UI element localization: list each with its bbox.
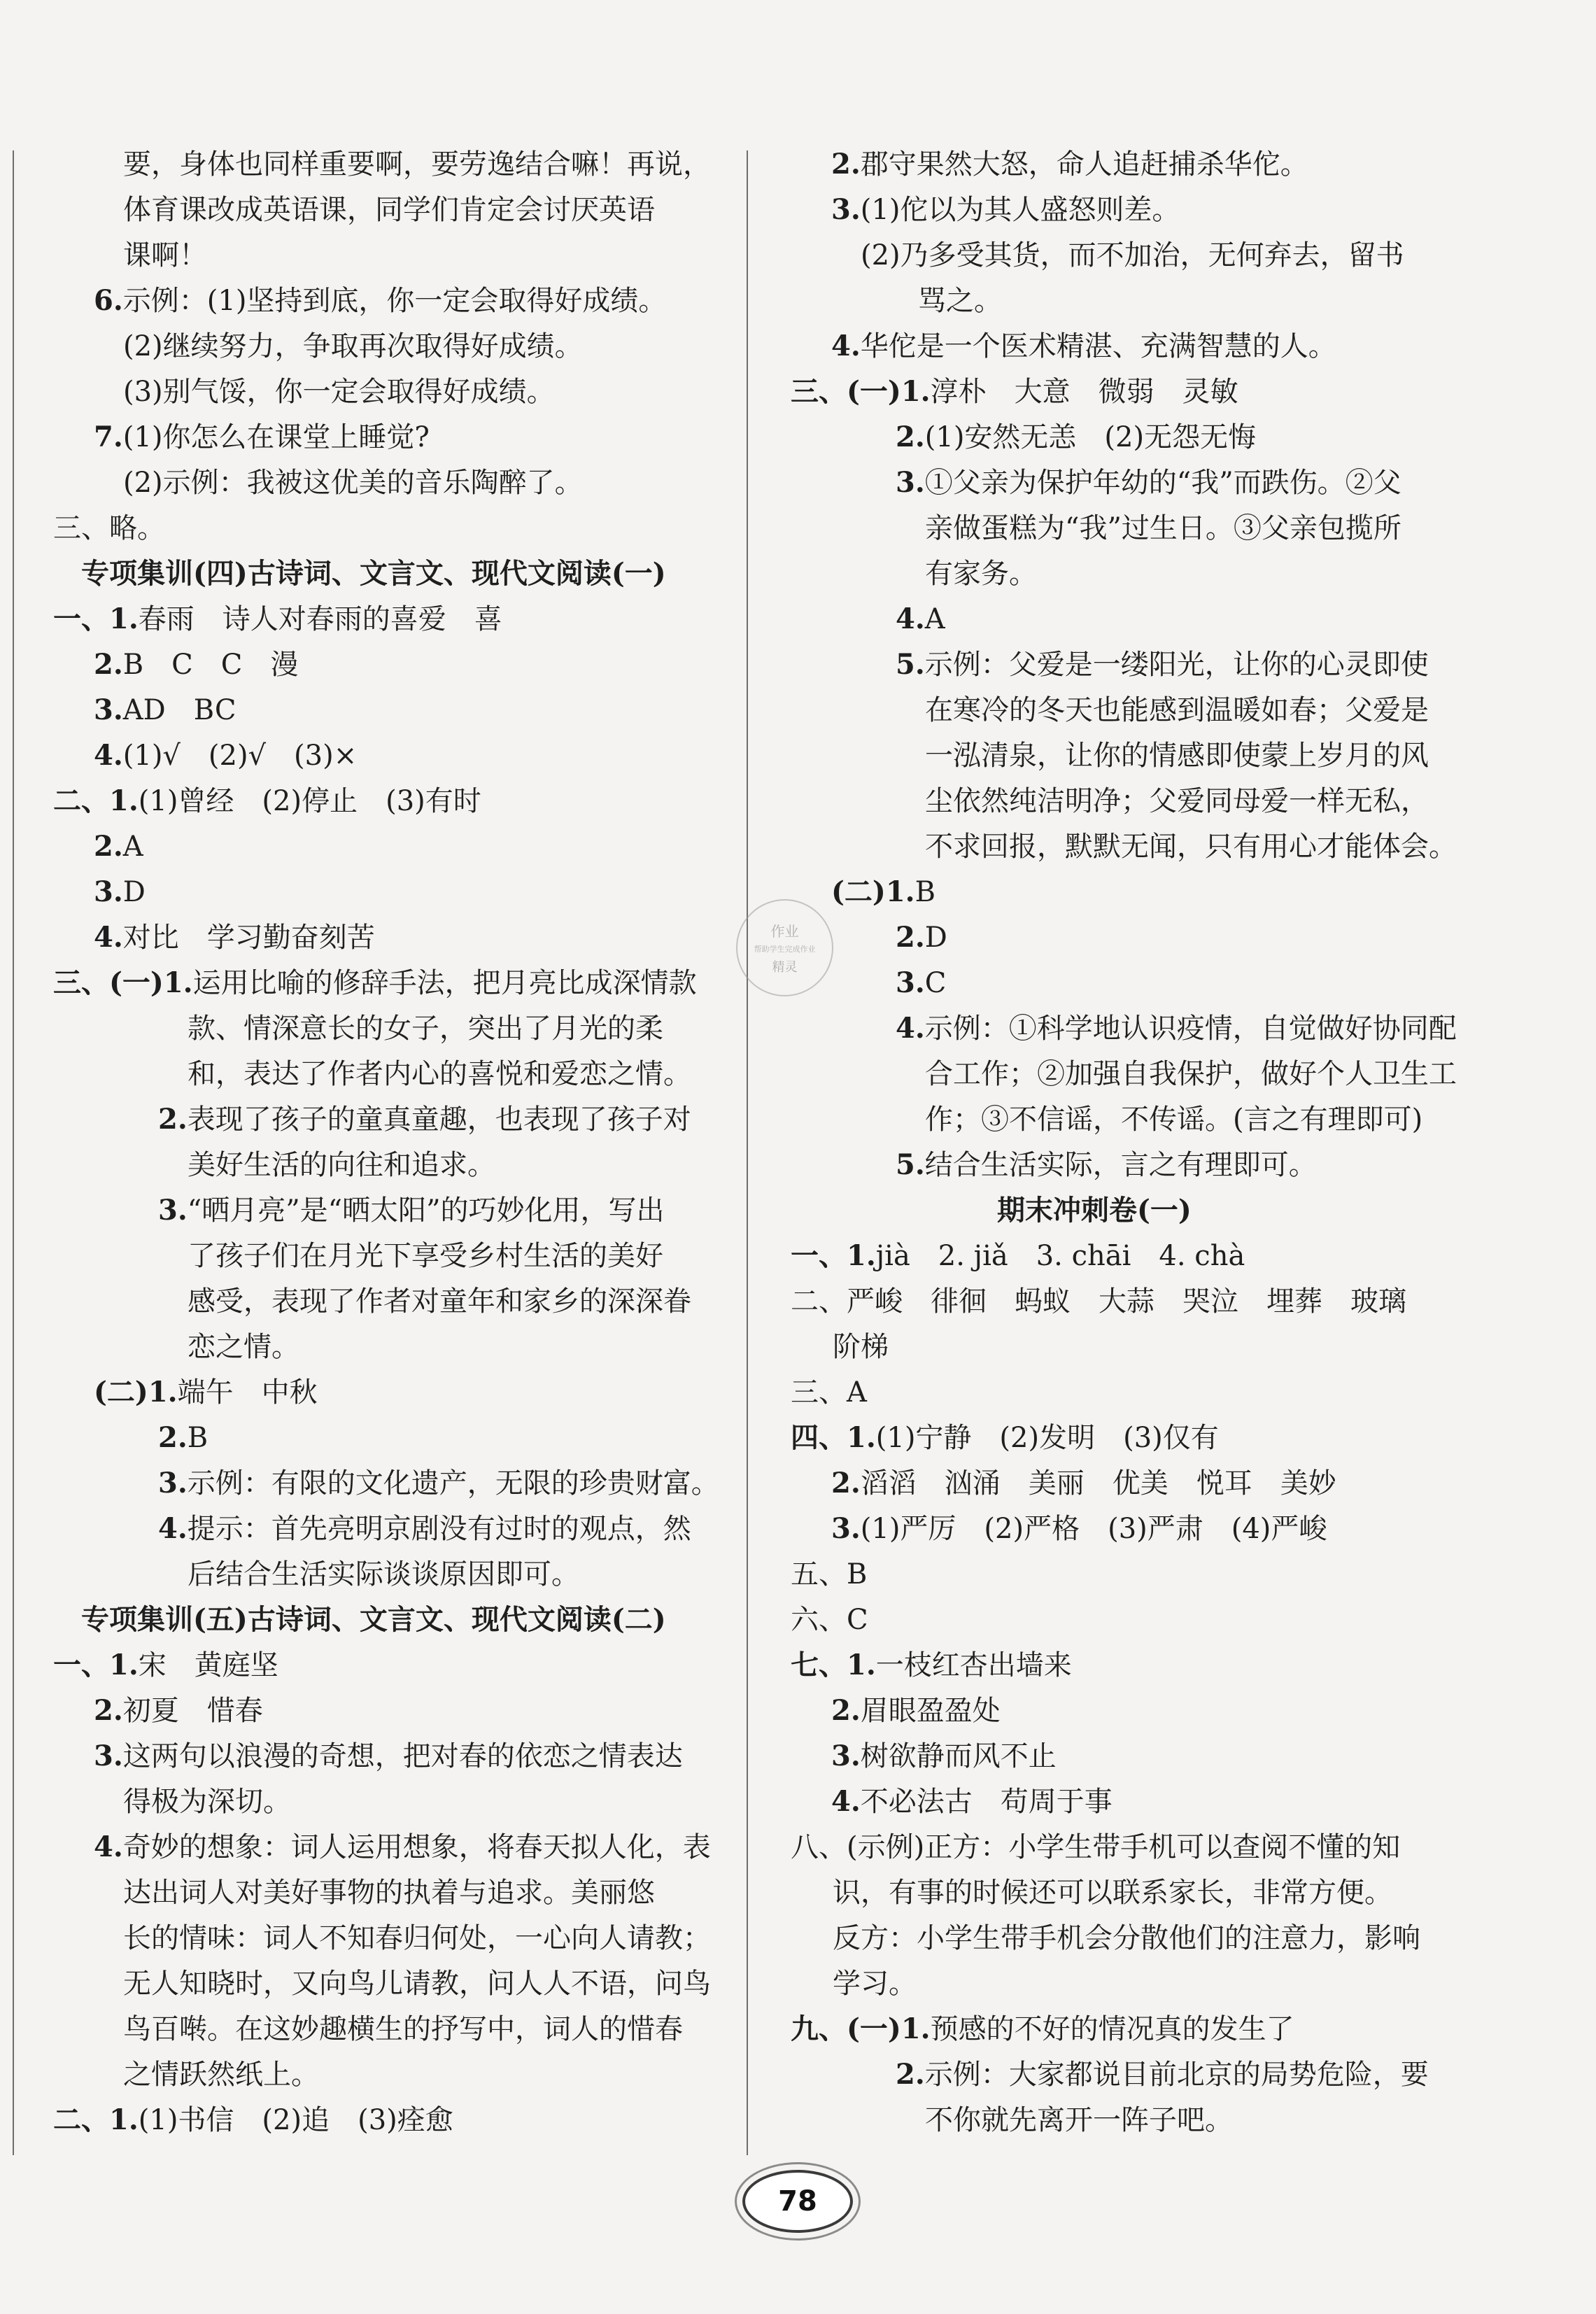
item-number: 3. xyxy=(94,875,123,908)
answer-text: 亲做蛋糕为“我”过生日。③父亲包揽所 xyxy=(925,512,1401,544)
item-number: 3. xyxy=(158,1194,188,1227)
answer-text: 体育课改成英语课，同学们肯定会讨厌英语 xyxy=(123,194,655,226)
answer-text: D xyxy=(924,922,947,954)
answer-text: 一枝红杏出墙来 xyxy=(875,1649,1072,1681)
answer-text: 运用比喻的修辞手法，把月亮比成深情款 xyxy=(192,967,697,999)
answer-line xyxy=(925,689,1429,731)
answer-line xyxy=(925,826,1457,868)
answer-text: 在寒冷的冬天也能感到温暖如春；父爱是 xyxy=(925,694,1429,726)
left-margin-rule xyxy=(13,150,14,2155)
answer-line xyxy=(861,234,1404,276)
answer-text: 后结合生活实际谈谈原因即可。 xyxy=(188,1558,579,1590)
answer-text: C xyxy=(924,967,947,999)
stamp-middle-text: 帮助学生完成作业 xyxy=(754,945,816,954)
stamp-bottom-text: 精灵 xyxy=(772,960,798,975)
answer-line xyxy=(94,871,146,913)
answer-line xyxy=(925,553,1037,595)
answer-text: 得极为深切。 xyxy=(123,1786,291,1818)
answer-line xyxy=(831,325,1336,367)
answer-line xyxy=(833,1326,889,1368)
answer-text: 专项集训(五)古诗词、文言文、现代文阅读(二) xyxy=(81,1603,666,1636)
item-number: 2. xyxy=(158,1421,188,1454)
answer-text: 阶梯 xyxy=(833,1331,889,1363)
answer-line xyxy=(53,2099,453,2141)
answer-line xyxy=(123,2054,319,2096)
answer-text: 不你就先离开一阵子吧。 xyxy=(925,2104,1233,2136)
item-number: 3. xyxy=(831,193,861,226)
answer-line xyxy=(833,1963,917,2005)
answer-line xyxy=(831,871,935,913)
item-number: 4. xyxy=(896,602,925,635)
answer-line xyxy=(123,2008,683,2050)
answer-line xyxy=(158,1190,665,1232)
answer-line xyxy=(53,598,502,640)
item-number: 3. xyxy=(896,966,925,999)
item-number: 2. xyxy=(94,648,123,681)
item-number: 3. xyxy=(896,466,925,499)
item-number: 4. xyxy=(896,1012,925,1045)
item-number: 2. xyxy=(896,421,925,453)
answer-text: 示例：大家都说目前北京的局势危险，要 xyxy=(924,2059,1429,2091)
watermark-stamp xyxy=(736,899,833,996)
answer-line xyxy=(158,1508,691,1550)
section-heading xyxy=(997,1190,1192,1232)
answer-text: (1)你怎么在课堂上睡觉? xyxy=(122,421,430,453)
answer-text: 之情跃然纸上。 xyxy=(123,2059,319,2091)
answer-text: 对比 学习勤奋刻苦 xyxy=(122,922,375,954)
answer-text: 这两句以浪漫的奇想，把对春的依恋之情表达 xyxy=(122,1740,683,1772)
answer-line xyxy=(53,1644,278,1686)
item-number: 2. xyxy=(896,2058,925,2091)
answer-text: 树欲静而风不止 xyxy=(860,1740,1057,1772)
item-number: 4. xyxy=(831,330,861,362)
answer-line xyxy=(833,1917,1420,1959)
answer-line xyxy=(925,2099,1233,2141)
answer-text: B xyxy=(187,1422,209,1454)
item-number: 4. xyxy=(831,1785,861,1818)
item-number: 2. xyxy=(831,1694,861,1727)
answer-line xyxy=(896,1008,1457,1050)
answer-line xyxy=(791,1644,1072,1686)
answer-text: 眉眼盈盈处 xyxy=(860,1695,1001,1727)
answer-text: 示例：有限的文化遗产，无限的珍贵财富。 xyxy=(187,1467,719,1500)
answer-text: 三、略。 xyxy=(53,512,165,544)
item-number: (二)1. xyxy=(94,1376,178,1409)
answer-line xyxy=(896,644,1429,686)
page-number: 78 xyxy=(778,2185,817,2217)
answer-line xyxy=(791,1371,867,1413)
item-number: 4. xyxy=(94,921,123,954)
answer-text: 作；③不信谣，不传谣。(言之有理即可) xyxy=(925,1103,1423,1136)
item-number: 4. xyxy=(158,1512,188,1545)
answer-text: 八、(示例)正方：小学生带手机可以查阅不懂的知 xyxy=(791,1831,1401,1863)
item-number: 7. xyxy=(94,421,123,453)
answer-line xyxy=(94,1690,263,1732)
answer-text: 鸟百啭。在这妙趣横生的抒写中，词人的惜春 xyxy=(123,2013,683,2045)
item-number: 3. xyxy=(158,1467,188,1500)
answer-line xyxy=(896,917,947,959)
answer-text: D xyxy=(122,876,146,908)
answer-text: 无人知晓时，又向鸟儿请教，问人人不语，问鸟 xyxy=(123,1968,711,2000)
answer-line xyxy=(896,1144,1317,1186)
answer-text: (1)√ (2)√ (3)× xyxy=(122,740,358,772)
answer-line xyxy=(791,1826,1400,1868)
section-heading xyxy=(81,1599,666,1641)
answer-line xyxy=(94,1826,711,1868)
answer-text: 不求回报，默默无闻，只有用心才能体会。 xyxy=(925,831,1457,863)
answer-text: 二、严峻 徘徊 蚂蚁 大蒜 哭泣 埋葬 玻璃 xyxy=(791,1285,1406,1318)
answer-text: 初夏 惜春 xyxy=(122,1695,263,1727)
item-number: 4. xyxy=(94,739,123,772)
answer-text: 提示：首先亮明京剧没有过时的观点，然 xyxy=(187,1513,691,1545)
answer-line xyxy=(123,189,655,231)
answer-text: 预感的不好的情况真的发生了 xyxy=(930,2013,1294,2045)
answer-text: 学习。 xyxy=(833,1968,917,2000)
answer-line xyxy=(188,1144,495,1186)
answer-line xyxy=(53,507,165,549)
answer-text: (3)别气馁，你一定会取得好成绩。 xyxy=(123,376,555,408)
answer-text: “晒月亮”是“晒太阳”的巧妙化用，写出 xyxy=(187,1194,665,1227)
answer-line xyxy=(158,1462,719,1504)
answer-line xyxy=(925,780,1429,822)
item-number: 2. xyxy=(94,1694,123,1727)
answer-line xyxy=(94,416,430,458)
answer-text: 尘依然纯洁明净；父爱同母爱一样无私， xyxy=(925,785,1429,817)
answer-text: 感受，表现了作者对童年和家乡的深深眷 xyxy=(188,1285,691,1318)
item-number: 一、1. xyxy=(53,602,139,635)
item-number: 四、1. xyxy=(791,1421,876,1454)
answer-line xyxy=(831,1690,1001,1732)
answer-line xyxy=(831,189,1180,231)
answer-text: (1)严厉 (2)严格 (3)严肃 (4)严峻 xyxy=(860,1513,1327,1545)
answer-text: B C C 漫 xyxy=(122,649,299,681)
answer-text: 有家务。 xyxy=(925,558,1037,590)
answer-text: 达出词人对美好事物的执着与追求。美丽悠 xyxy=(123,1877,655,1909)
answer-text: AD BC xyxy=(122,694,236,726)
answer-text: 长的情味：词人不知春归何处，一心向人请教； xyxy=(123,1922,711,1954)
answer-line xyxy=(94,917,375,959)
answer-text: 三、A xyxy=(791,1376,867,1409)
answer-line xyxy=(831,1735,1057,1777)
item-number: 5. xyxy=(896,1148,925,1181)
item-number: 3. xyxy=(94,1740,123,1772)
answer-text: (1)宁静 (2)发明 (3)仅有 xyxy=(875,1422,1219,1454)
answer-line xyxy=(94,280,666,322)
answer-text: 美好生活的向往和追求。 xyxy=(188,1149,495,1181)
answer-line xyxy=(94,826,143,868)
answer-text: 奇妙的想象：词人运用想象，将春天拟人化，表 xyxy=(122,1831,711,1863)
answer-text: (1)安然无恙 (2)无怨无悔 xyxy=(924,421,1257,453)
answer-line xyxy=(831,1781,1113,1823)
answer-text: 春雨 诗人对春雨的喜爱 喜 xyxy=(138,603,502,635)
item-number: 3. xyxy=(831,1740,861,1772)
answer-line xyxy=(94,1735,683,1777)
item-number: 七、1. xyxy=(791,1649,876,1681)
answer-text: jià 2. jiǎ 3. chāi 4. chà xyxy=(875,1240,1245,1272)
item-number: 3. xyxy=(94,693,123,726)
answer-line xyxy=(123,462,583,504)
answer-text: 不必法古 苟周于事 xyxy=(860,1786,1113,1818)
answer-text: 宋 黄庭坚 xyxy=(138,1649,278,1681)
column-divider xyxy=(747,150,748,2155)
answer-text: 示例：①科学地认识疫情，自觉做好协同配 xyxy=(924,1013,1457,1045)
answer-line xyxy=(123,1872,655,1914)
answer-line xyxy=(188,1053,691,1095)
answer-line xyxy=(53,780,481,822)
answer-line xyxy=(123,1781,291,1823)
item-number: 九、(一)1. xyxy=(791,2012,931,2045)
answer-text: B xyxy=(914,876,936,908)
item-number: 5. xyxy=(896,648,925,681)
answer-line xyxy=(925,1099,1422,1141)
answer-text: 款、情深意长的女子，突出了月光的柔 xyxy=(188,1013,663,1045)
answer-line xyxy=(94,735,357,777)
answer-text: 专项集训(四)古诗词、文言文、现代文阅读(一) xyxy=(81,557,666,590)
answer-text: ①父亲为保护年幼的“我”而跌伤。②父 xyxy=(924,467,1401,499)
answer-line xyxy=(925,735,1429,777)
answer-line xyxy=(896,416,1256,458)
answer-line xyxy=(791,1599,868,1641)
answer-line xyxy=(831,143,1308,185)
item-number: 2. xyxy=(831,1467,861,1500)
answer-line xyxy=(896,2054,1429,2096)
item-number: 三、(一)1. xyxy=(791,375,931,408)
answer-text: 华佗是一个医术精湛、充满智慧的人。 xyxy=(860,330,1336,362)
answer-line xyxy=(188,1326,299,1368)
answer-line xyxy=(925,507,1401,549)
answer-line xyxy=(123,371,555,413)
answer-text: 要，身体也同样重要啊，要劳逸结合嘛！再说， xyxy=(123,148,711,181)
answer-line xyxy=(925,1053,1457,1095)
answer-line xyxy=(831,1462,1336,1504)
stamp-top-text: 作业 xyxy=(770,923,799,940)
answer-text: 表现了孩子的童真童趣，也表现了孩子对 xyxy=(187,1103,691,1136)
item-number: 6. xyxy=(94,284,123,317)
answer-line xyxy=(896,462,1401,504)
answer-text: 示例：父爱是一缕阳光，让你的心灵即使 xyxy=(924,649,1429,681)
page-number-badge xyxy=(735,2166,861,2236)
answer-line xyxy=(123,325,583,367)
answer-line xyxy=(158,1099,691,1141)
page-number-frame xyxy=(742,2170,853,2233)
answer-text: 端午 中秋 xyxy=(177,1376,318,1409)
answer-line xyxy=(833,1872,1392,1914)
answer-line xyxy=(123,234,207,276)
answer-line xyxy=(188,1235,663,1277)
answer-text: A xyxy=(924,603,945,635)
answer-text: 和，表达了作者内心的喜悦和爱恋之情。 xyxy=(188,1058,691,1090)
answer-line xyxy=(791,2008,1294,2050)
answer-text: (2)继续努力，争取再次取得好成绩。 xyxy=(123,330,583,362)
item-number: 2. xyxy=(158,1103,188,1136)
answer-line xyxy=(94,644,298,686)
answer-text: 郡守果然大怒，命人追赶捕杀华佗。 xyxy=(860,148,1308,181)
answer-text: 六、C xyxy=(791,1604,868,1636)
item-number: 3. xyxy=(831,1512,861,1545)
item-number: 二、1. xyxy=(53,2103,139,2136)
answer-line xyxy=(123,143,711,185)
item-number: 2. xyxy=(94,830,123,863)
answer-text: 合工作；②加强自我保护，做好个人卫生工 xyxy=(925,1058,1457,1090)
answer-text: 恋之情。 xyxy=(188,1331,299,1363)
answer-text: (2)示例：我被这优美的音乐陶醉了。 xyxy=(123,467,583,499)
answer-text: 淳朴 大意 微弱 灵敏 xyxy=(930,376,1238,408)
answer-line xyxy=(123,1917,711,1959)
answer-text: 示例：(1)坚持到底，你一定会取得好成绩。 xyxy=(122,285,667,317)
answer-line xyxy=(158,1417,208,1459)
item-number: 2. xyxy=(831,148,861,181)
answer-line xyxy=(123,1963,711,2005)
item-number: 2. xyxy=(896,921,925,954)
answer-line xyxy=(791,1553,867,1595)
answer-text: 滔滔 汹涌 美丽 优美 悦耳 美妙 xyxy=(860,1467,1336,1500)
section-heading xyxy=(81,553,666,595)
item-number: 4. xyxy=(94,1830,123,1863)
item-number: 一、1. xyxy=(53,1649,139,1681)
answer-line xyxy=(791,1417,1219,1459)
answer-line xyxy=(94,1371,318,1413)
answer-line xyxy=(791,1235,1245,1277)
answer-text: 了孩子们在月光下享受乡村生活的美好 xyxy=(188,1240,663,1272)
answer-line xyxy=(188,1008,663,1050)
answer-text: A xyxy=(122,831,143,863)
answer-text: 期末冲刺卷(一) xyxy=(997,1194,1192,1227)
answer-text: (1)曾经 (2)停止 (3)有时 xyxy=(138,785,481,817)
answer-line xyxy=(896,598,945,640)
answer-line xyxy=(94,689,236,731)
answer-line xyxy=(188,1553,579,1595)
item-number: (二)1. xyxy=(831,875,915,908)
answer-line xyxy=(896,962,946,1004)
answer-text: 骂之。 xyxy=(918,285,1002,317)
answer-line xyxy=(188,1281,691,1322)
answer-text: 五、B xyxy=(791,1558,868,1590)
answer-text: (2)乃多受其货，而不加治，无何弃去，留书 xyxy=(861,239,1404,271)
answer-line xyxy=(918,280,1002,322)
answer-text: (1)佗以为其人盛怒则差。 xyxy=(860,194,1180,226)
answer-text: 识，有事的时候还可以联系家长，非常方便。 xyxy=(833,1877,1392,1909)
item-number: 三、(一)1. xyxy=(53,966,193,999)
answer-line xyxy=(791,1281,1406,1322)
answer-text: 课啊！ xyxy=(123,239,207,271)
answer-text: 结合生活实际，言之有理即可。 xyxy=(924,1149,1317,1181)
answer-line xyxy=(831,1508,1327,1550)
answer-text: (1)书信 (2)追 (3)痊愈 xyxy=(138,2104,453,2136)
answer-line xyxy=(791,371,1238,413)
answer-text: 一泓清泉，让你的情感即使蒙上岁月的风 xyxy=(925,740,1429,772)
answer-text: 反方：小学生带手机会分散他们的注意力，影响 xyxy=(833,1922,1420,1954)
answer-line xyxy=(53,962,697,1004)
item-number: 二、1. xyxy=(53,784,139,817)
item-number: 一、1. xyxy=(791,1239,876,1272)
